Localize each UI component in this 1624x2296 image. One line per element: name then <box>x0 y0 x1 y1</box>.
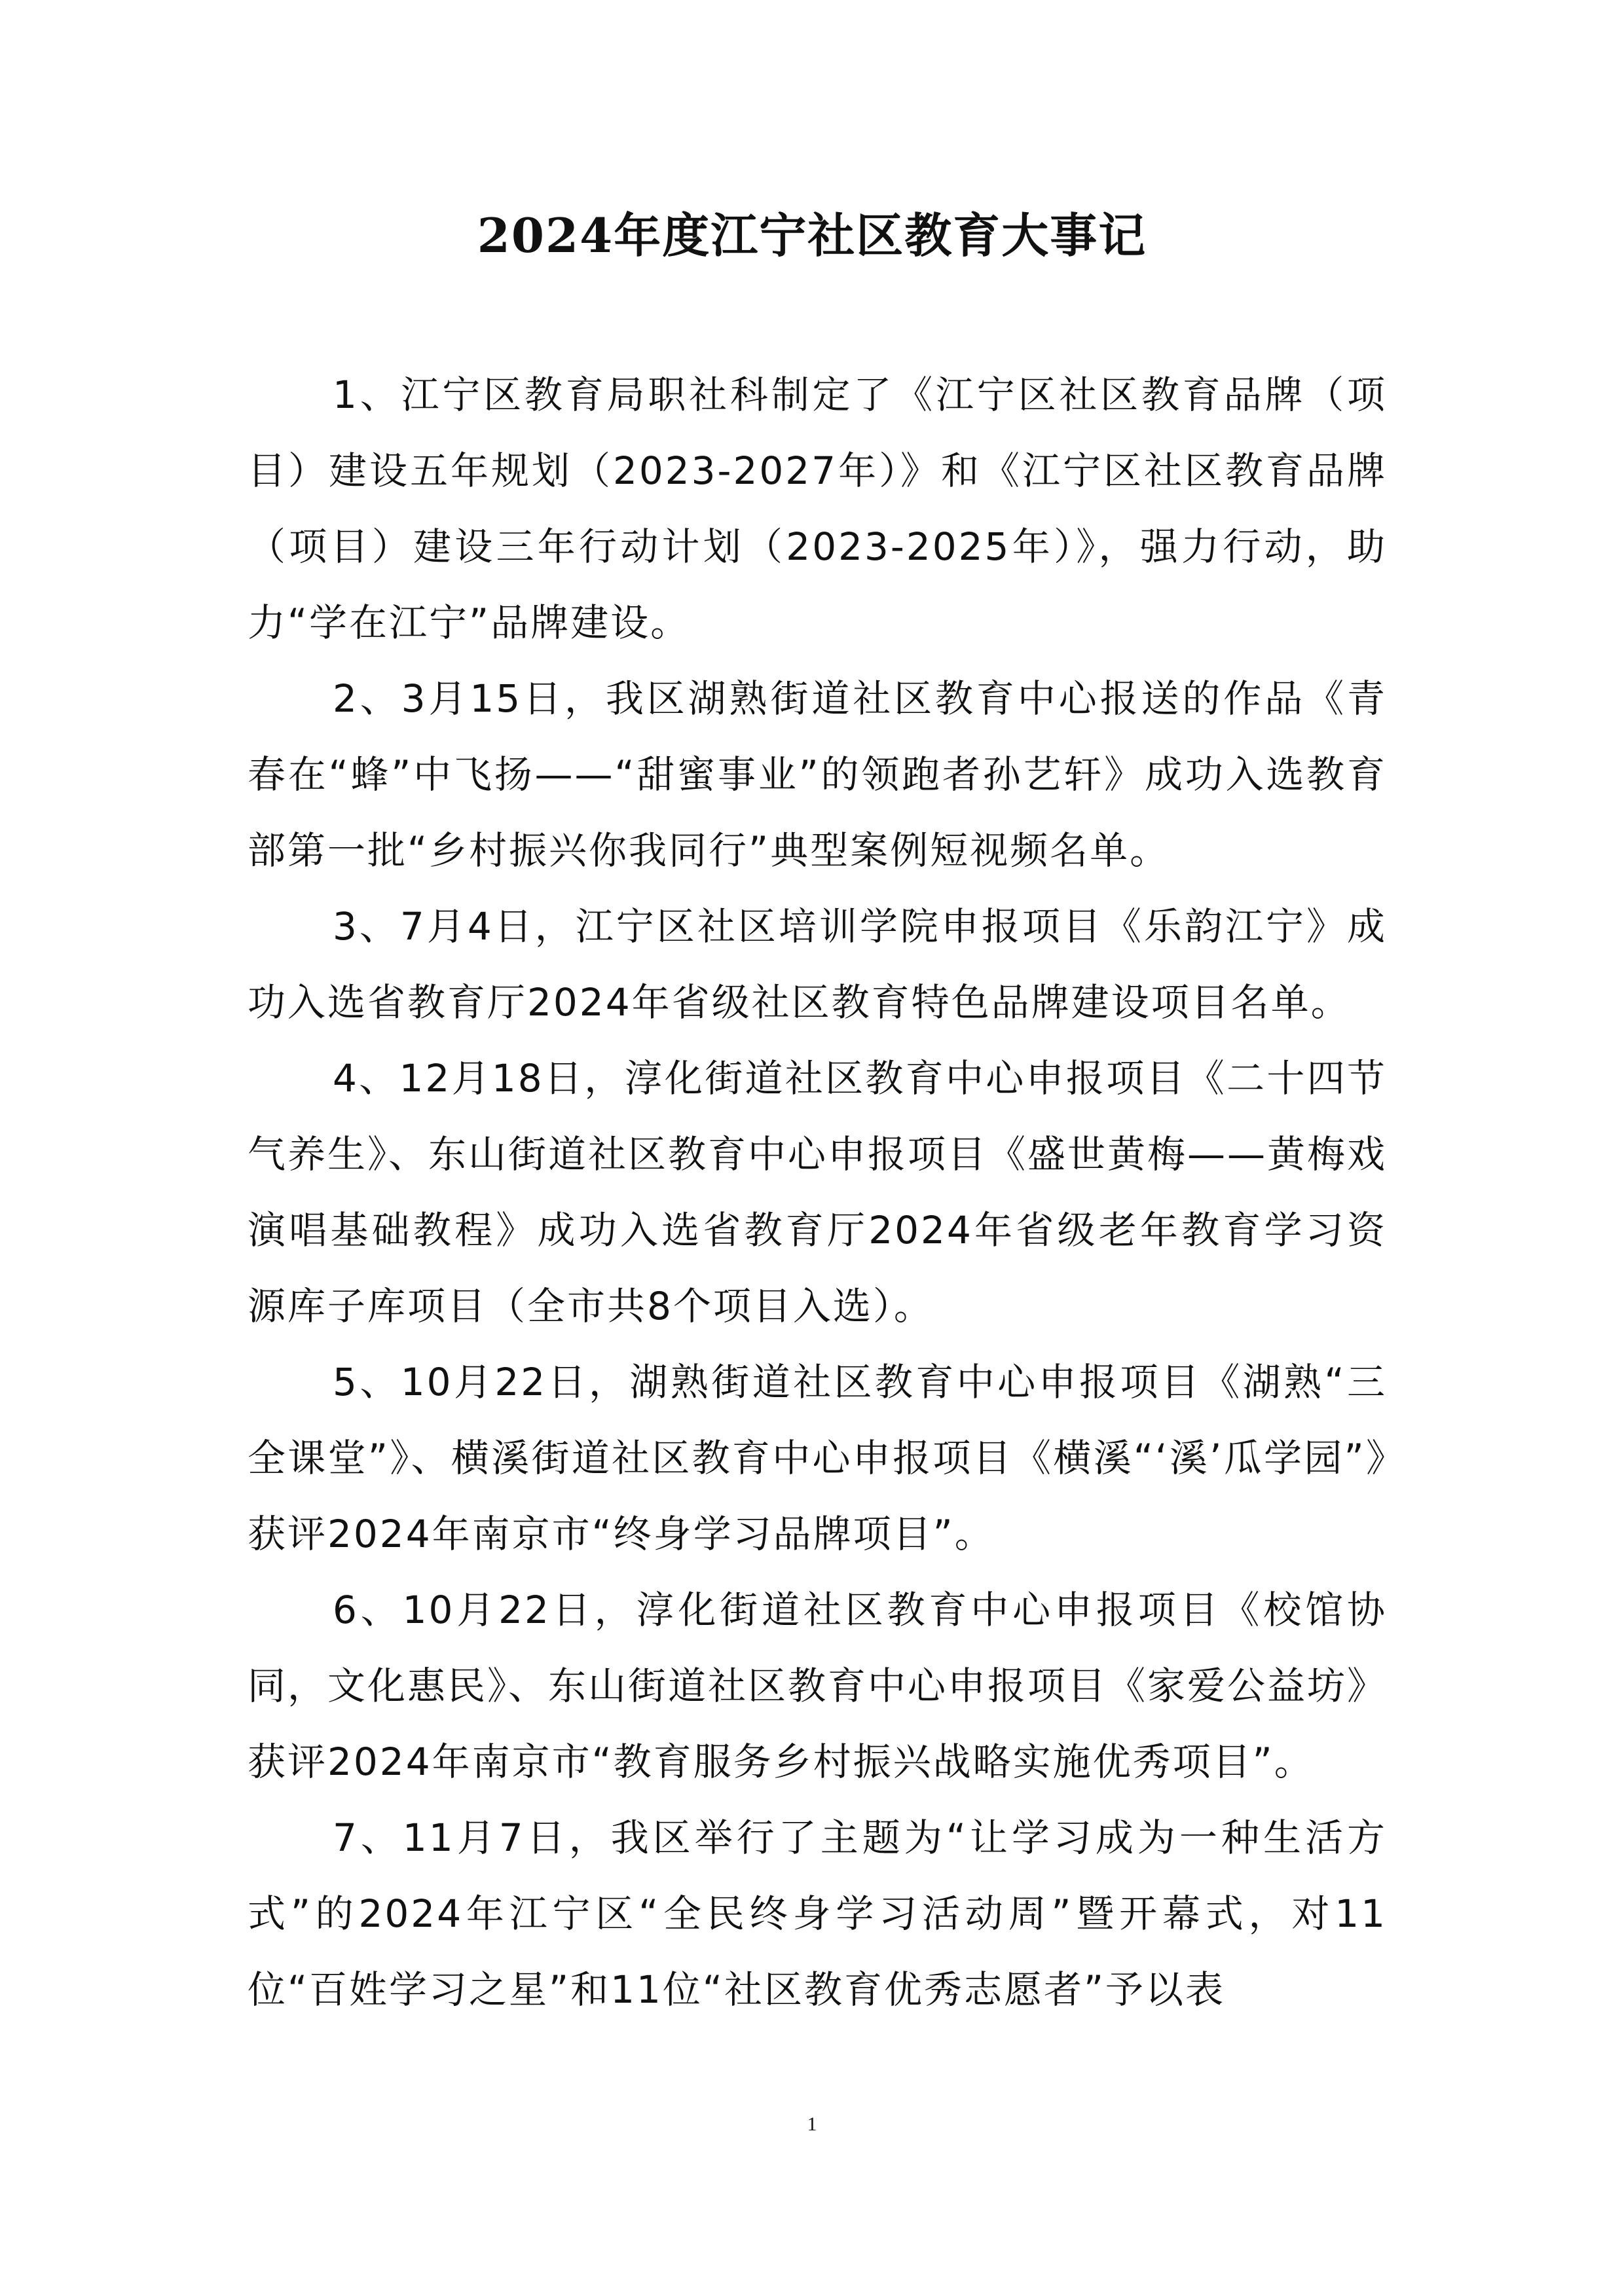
paragraph-3: 3、7月4日，江宁区社区培训学院申报项目《乐韵江宁》成功入选省教育厅2024年省级社区教育特色品牌建设项目名单。 <box>248 904 1387 1025</box>
document-title: 2024年度江宁社区教育大事记 <box>477 208 1147 263</box>
paragraph-2: 2、3月15日，我区湖熟街道社区教育中心报送的作品《青春在“蜂”中飞扬——“甜蜜事业”的领跑者孙艺轩》成功入选教育部第一批“乡村振兴你我同行”典型案例短视频名单。 <box>248 676 1387 873</box>
paragraph-7: 7、11月7日，我区举行了主题为“让学习成为一种生活方式”的2024年江宁区“全民终身学习活动周”暨开幕式，对11位“百姓学习之星”和11位“社区教育优秀志愿者”予以表 <box>248 1815 1387 2012</box>
paragraph-4: 4、12月18日，淳化街道社区教育中心申报项目《二十四节气养生》、东山街道社区教育中心申报项目《盛世黄梅——黄梅戏演唱基础教程》成功入选省教育厅2024年省级老年教育学习资源库子库项目（全市共8个项目入选）。 <box>248 1056 1388 1328</box>
paragraph-1: 1、江宁区教育局职社科制定了《江宁区社区教育品牌（项目）建设五年规划（2023-2027年）》和《江宁区社区教育品牌（项目）建设三年行动计划（2023-2025年）》，强力行动，助力“学在江宁”品牌建设。 <box>248 373 1387 645</box>
page-number: 1 <box>807 2113 817 2135</box>
paragraph-6: 6、10月22日，淳化街道社区教育中心申报项目《校馆协同，文化惠民》、东山街道社区教育中心申报项目《家爱公益坊》获评2024年南京市“教育服务乡村振兴战略实施优秀项目”。 <box>248 1588 1388 1784</box>
document-body <box>248 357 1387 2028</box>
paragraph-5: 5、10月22日，湖熟街道社区教育中心申报项目《湖熟“三全课堂”》、横溪街道社区教育中心申报项目《横溪“‘溪’瓜学园”》获评2024年南京市“终身学习品牌项目”。 <box>248 1360 1387 1556</box>
